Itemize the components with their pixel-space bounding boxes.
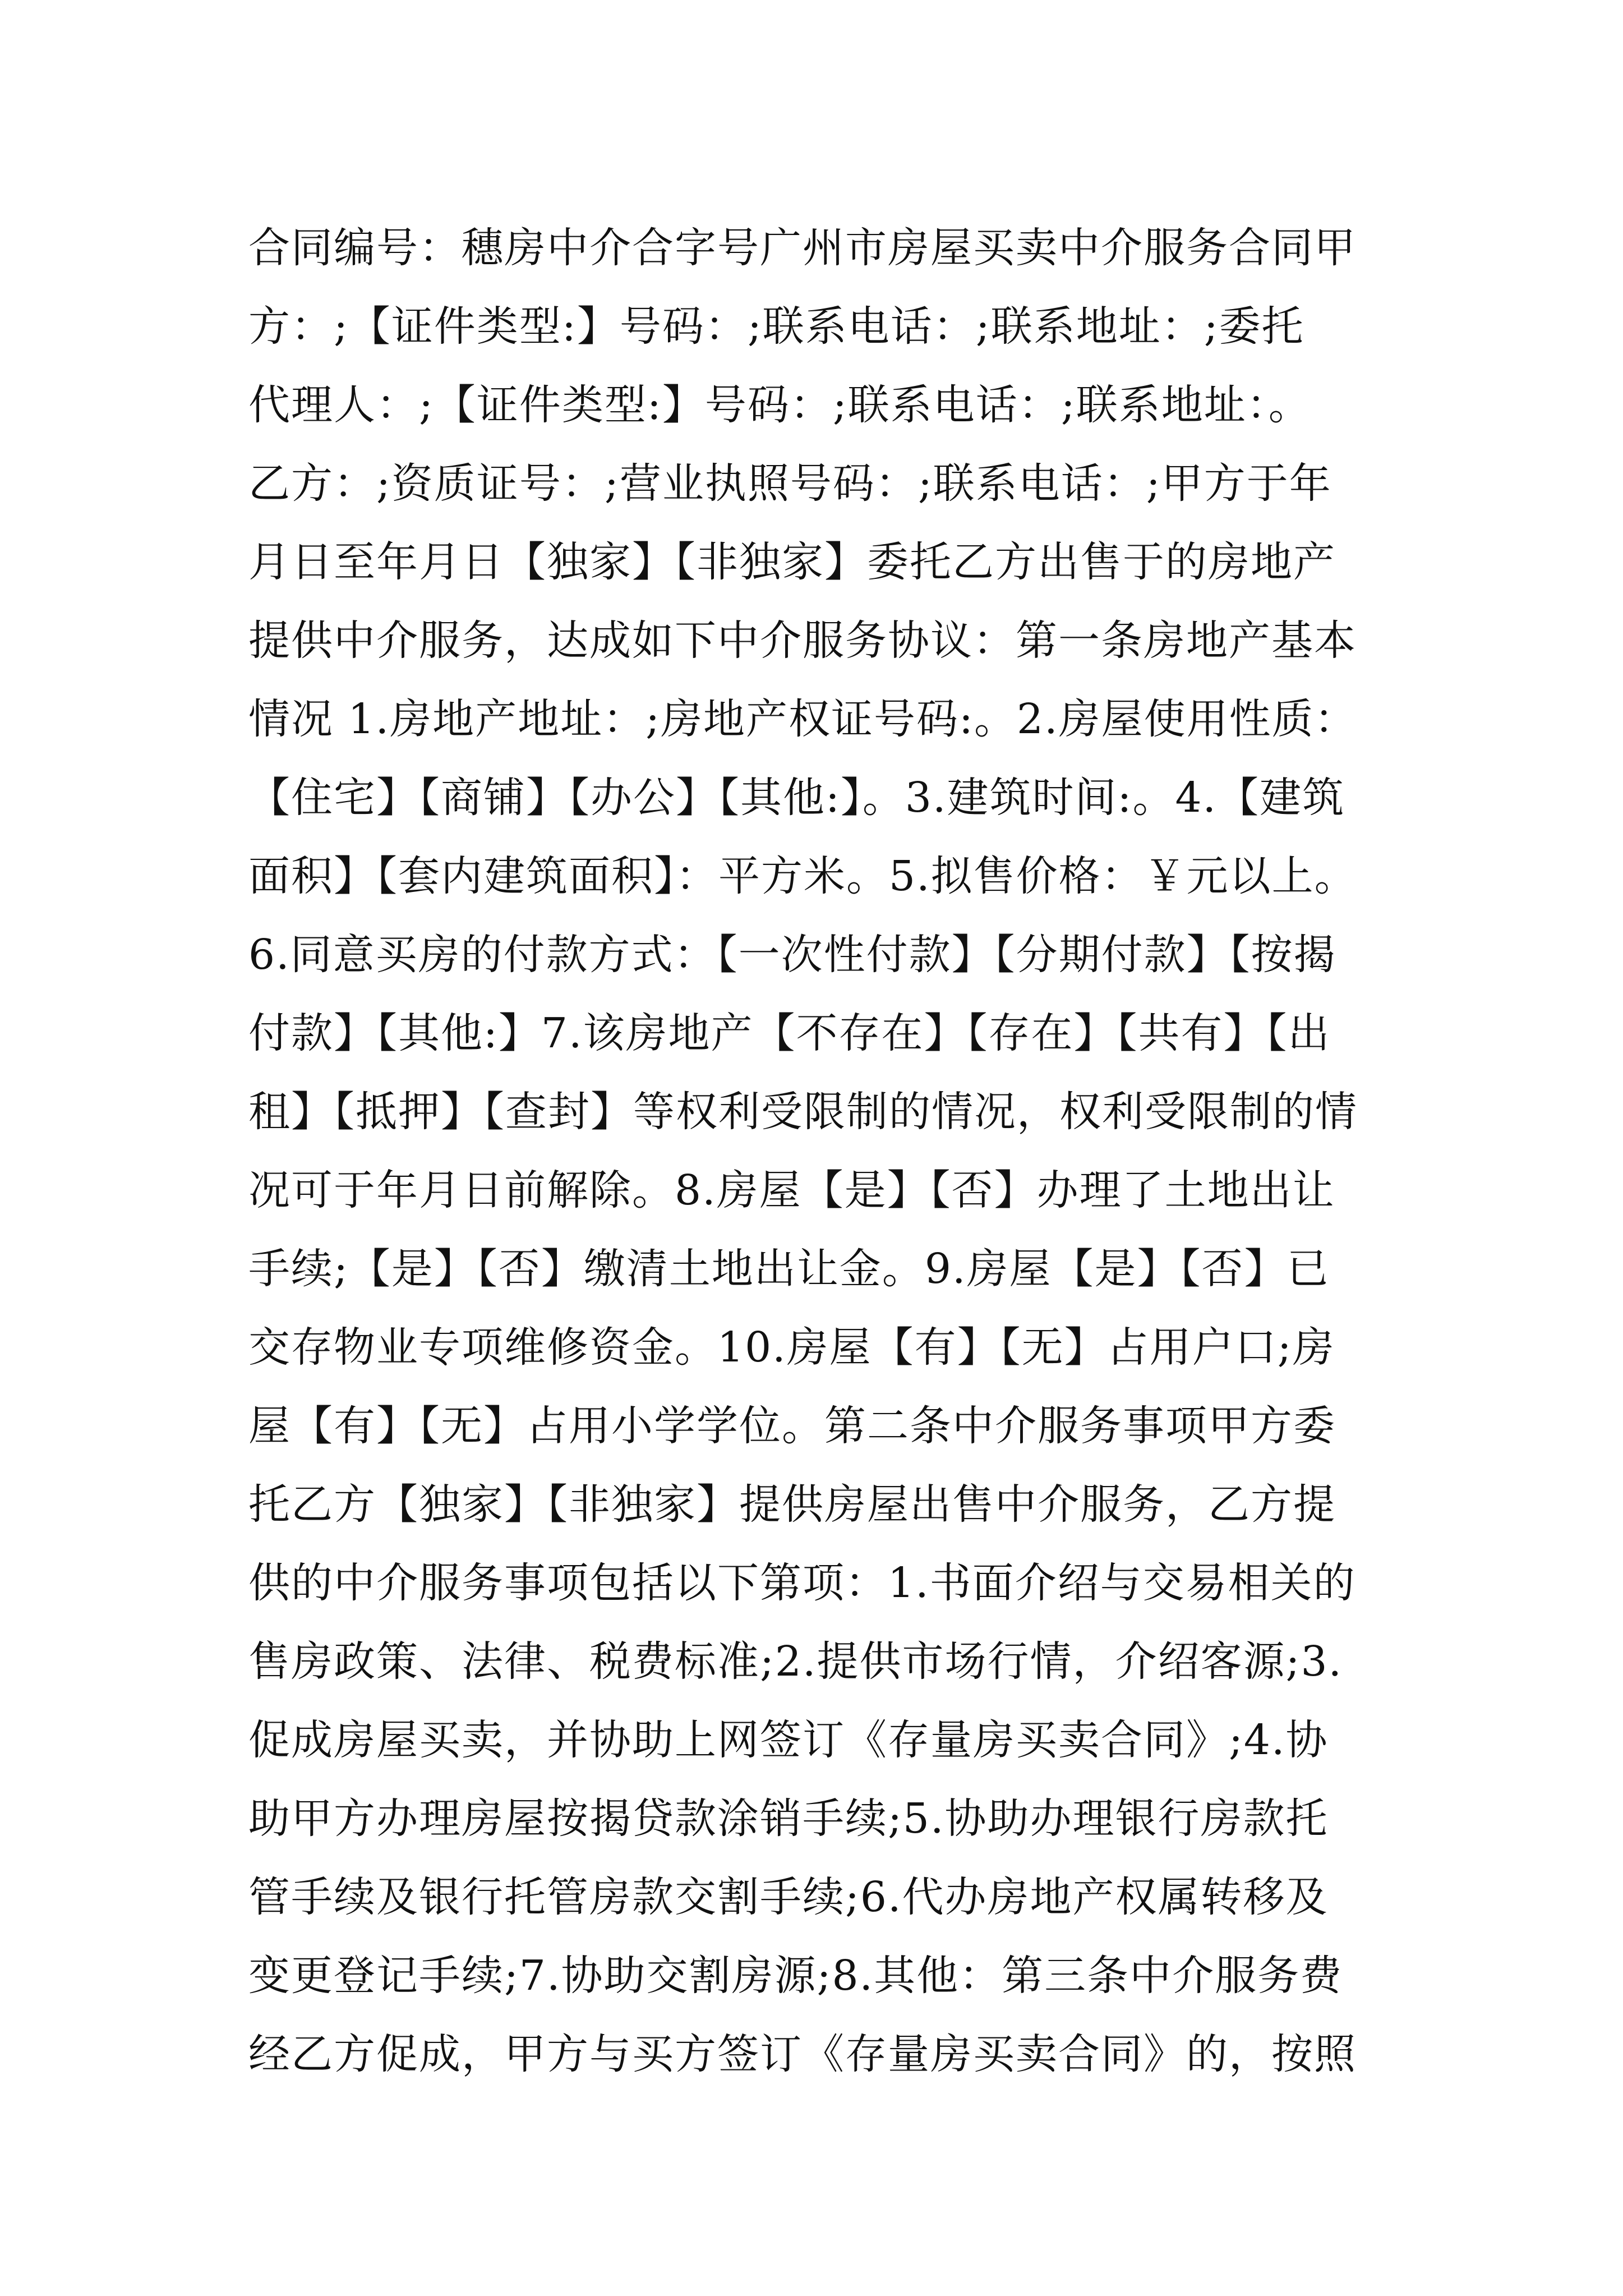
text-line: 助甲方办理房屋按揭贷款涂销手续;5.协助办理银行房款托 <box>248 1795 1329 1843</box>
text-line: 况可于年月日前解除。8.房屋【是】【否】办理了土地出让 <box>248 1166 1335 1214</box>
text-line: 面积】【套内建筑面积】：平方米。5.拟售价格：￥元以上。 <box>248 852 1357 900</box>
contract-body-text <box>248 209 1426 2093</box>
text-line: 合同编号：穗房中介合字号广州市房屋买卖中介服务合同甲 <box>248 224 1357 272</box>
text-line: 手续;【是】【否】缴清土地出让金。9.房屋【是】【否】已 <box>248 1245 1330 1293</box>
text-line: 方：;【证件类型:】号码：;联系电话：;联系地址：;委托 <box>248 302 1304 351</box>
text-line: 月日至年月日【独家】【非独家】委托乙方出售于的房地产 <box>248 538 1336 586</box>
text-line: 乙方：;资质证号：;营业执照号码：;联系电话：;甲方于年 <box>248 459 1332 508</box>
text-line: 供的中介服务事项包括以下第项：1.书面介绍与交易相关的 <box>248 1559 1356 1607</box>
text-line: 情况 1.房地产地址：;房地产权证号码:。2.房屋使用性质： <box>248 695 1357 743</box>
text-line: 提供中介服务，达成如下中介服务协议：第一条房地产基本 <box>248 616 1357 665</box>
text-line: 交存物业专项维修资金。10.房屋【有】【无】占用户口;房 <box>248 1323 1335 1372</box>
text-line: 【住宅】【商铺】【办公】【其他:】。3.建筑时间:。4.【建筑 <box>248 774 1345 822</box>
text-line: 租】【抵押】【查封】等权利受限制的情况，权利受限制的情 <box>248 1088 1358 1136</box>
text-line: 管手续及银行托管房款交割手续;6.代办房地产权属转移及 <box>248 1873 1329 1921</box>
text-line: 变更登记手续;7.协助交割房源;8.其他：第三条中介服务费 <box>248 1952 1343 2000</box>
text-line: 代理人：;【证件类型:】号码：;联系电话：;联系地址：。 <box>248 381 1311 429</box>
text-line: 6.同意买房的付款方式：【一次性付款】【分期付款】【按揭 <box>248 931 1336 979</box>
text-line: 付款】【其他:】7.该房地产【不存在】【存在】【共有】【出 <box>248 1009 1331 1057</box>
text-line: 托乙方【独家】【非独家】提供房屋出售中介服务，乙方提 <box>248 1480 1336 1529</box>
text-line: 经乙方促成，甲方与买方签订《存量房买卖合同》的，按照 <box>248 2030 1357 2078</box>
text-line: 促成房屋买卖，并协助上网签订《存量房买卖合同》;4.协 <box>248 1716 1329 1764</box>
text-line: 售房政策、法律、税费标准;2.提供市场行情，介绍客源;3. <box>248 1637 1343 1686</box>
text-line: 屋【有】【无】占用小学学位。第二条中介服务事项甲方委 <box>248 1402 1336 1450</box>
